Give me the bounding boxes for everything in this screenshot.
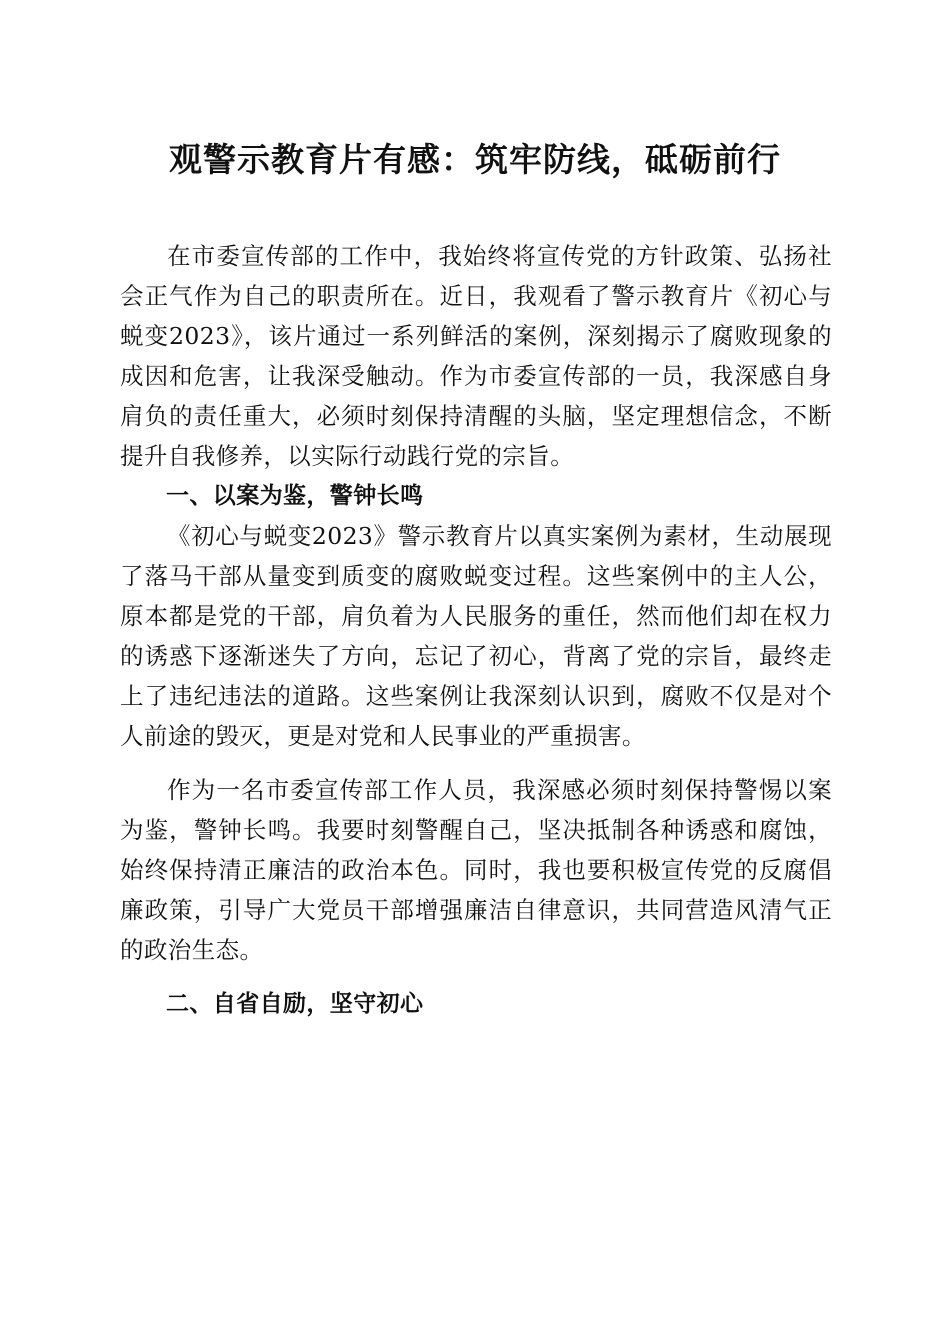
section-1-paragraph-1: 《初心与蜕变2023》警示教育片以真实案例为素材，生动展现了落马干部从量变到质变的腐败蜕变过程。这些案例中的主人公，原本都是党的干部，肩负着为人民服务的重任，然而他们却在权力的诱惑下逐渐迷失了方向，忘记了初心，背离了党的宗旨，最终走上了违纪违法的道路。这些案例让我深刻认识到，腐败不仅是对个人前途的毁灭，更是对党和人民事业的严重损害。 xyxy=(120,522,832,750)
document-body xyxy=(120,236,832,1024)
section-1-heading: 一、以案为鉴，警钟长鸣 xyxy=(166,483,424,509)
paragraph-spacer xyxy=(120,756,832,770)
section-2-heading: 二、自省自励，坚守初心 xyxy=(166,991,424,1017)
intro-paragraph: 在市委宣传部的工作中，我始终将宣传党的方针政策、弘扬社会正气作为自己的职责所在。近日，我观看了警示教育片《初心与蜕变2023》，该片通过一系列鲜活的案例，深刻揭示了腐败现象的成因和危害，让我深受触动。作为市委宣传部的一员，我深感自身肩负的责任重大，必须时刻保持清醒的头脑，坚定理想信念，不断提升自我修养，以实际行动践行党的宗旨。 xyxy=(120,242,832,470)
paragraph-spacer xyxy=(120,970,832,984)
document-title: 观警示教育片有感：筑牢防线，砥砺前行 xyxy=(169,140,781,179)
section-1-paragraph-2: 作为一名市委宣传部工作人员，我深感必须时刻保持警惕以案为鉴，警钟长鸣。我要时刻警醒自己，坚决抵制各种诱惑和腐蚀，始终保持清正廉洁的政治本色。同时，我也要积极宣传党的反腐倡廉政策，引导广大党员干部增强廉洁自律意识，共同营造风清气正的政治生态。 xyxy=(120,776,832,964)
